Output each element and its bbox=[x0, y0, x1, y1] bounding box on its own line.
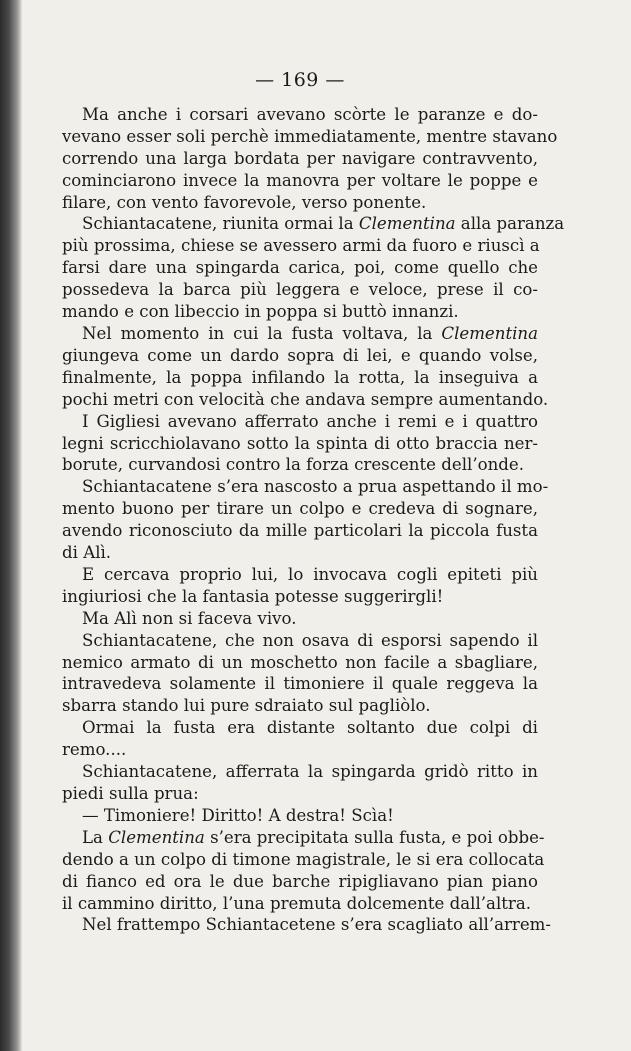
text-line: — Timoniere! Diritto! A destra! Scìa! bbox=[82, 805, 394, 825]
text-line: cominciarono invece la manovra per voltare le poppe e bbox=[62, 170, 538, 190]
text-line: Ma Alì non si faceva vivo. bbox=[82, 608, 297, 628]
text-line: filare, con vento favorevole, verso ponente. bbox=[62, 192, 427, 212]
text-line: mando e con libeccio in poppa si buttò innanzi. bbox=[62, 302, 459, 322]
text-line: di Alì. bbox=[62, 543, 112, 563]
text-line: correndo una larga bordata per navigare contravvento, bbox=[62, 148, 538, 168]
text-line: Schiantacatene, che non osava di esporsi sapendo il bbox=[82, 630, 538, 650]
text-line: La Clementina s’era precipitata sulla fusta, e poi obbe- bbox=[82, 827, 545, 847]
text-line: più prossima, chiese se avessero armi da fuoro e riuscì a bbox=[62, 236, 540, 256]
text-line: finalmente, la poppa infilando la rotta, la inseguiva a bbox=[62, 367, 538, 387]
text-line: il cammino diritto, l’una premuta dolcemente dall’altra. bbox=[62, 893, 532, 913]
text-line: Ma anche i corsari avevano scòrte le paranze e do- bbox=[82, 104, 538, 124]
text-line: pochi metri con velocità che andava sempre aumentando. bbox=[62, 389, 549, 409]
book-spine-shadow bbox=[0, 0, 22, 1051]
book-page bbox=[62, 69, 565, 936]
text-line: ingiuriosi che la fantasia potesse suggerirgli! bbox=[62, 586, 444, 606]
text-line: vevano esser soli perchè immediatamente, mentre stavano bbox=[62, 126, 558, 146]
text-line: avendo riconosciuto da mille particolari la piccola fusta bbox=[62, 521, 538, 541]
text-line: intravedeva solamente il timoniere il quale reggeva la bbox=[62, 674, 538, 694]
text-line: legni scricchiolavano sotto la spinta di otto braccia ner- bbox=[62, 433, 538, 453]
text-line: dendo a un colpo di timone magistrale, le si era collocata bbox=[62, 849, 545, 869]
page-text bbox=[62, 104, 565, 936]
text-line: remo.... bbox=[62, 740, 127, 760]
text-line: borute, curvandosi contro la forza crescente dell’onde. bbox=[62, 455, 524, 475]
text-line: Schiantacatene, afferrata la spingarda gridò ritto in bbox=[82, 762, 538, 782]
text-line: nemico armato di un moschetto non facile a sbagliare, bbox=[62, 652, 538, 672]
text-line: I Gigliesi avevano afferrato anche i remi e i quattro bbox=[82, 411, 538, 431]
text-line: Schiantacatene s’era nascosto a prua aspettando il mo- bbox=[82, 477, 549, 497]
text-line: mento buono per tirare un colpo e credeva di sognare, bbox=[62, 499, 538, 519]
text-line: Ormai la fusta era distante soltanto due colpi di bbox=[82, 718, 538, 738]
text-line: E cercava proprio lui, lo invocava cogli epiteti più bbox=[82, 564, 538, 584]
text-line: piedi sulla prua: bbox=[62, 784, 199, 803]
text-line: possedeva la barca più leggera e veloce, prese il co- bbox=[62, 280, 538, 300]
text-line: Nel momento in cui la fusta voltava, la Clementina bbox=[82, 323, 538, 343]
text-line: di fianco ed ora le due barche ripigliavano pian piano bbox=[62, 871, 538, 891]
text-line: sbarra stando lui pure sdraiato sul pagliòlo. bbox=[62, 696, 431, 716]
text-line: Schiantacatene, riunita ormai la Clementina alla paranza bbox=[82, 214, 565, 234]
page-number: — 169 — bbox=[255, 69, 345, 91]
text-line: farsi dare una spingarda carica, poi, come quello che bbox=[62, 258, 538, 278]
text-line: giungeva come un dardo sopra di lei, e quando volse, bbox=[62, 345, 538, 365]
text-line: Nel frattempo Schiantacetene s’era scagliato all’arrem- bbox=[82, 915, 552, 935]
